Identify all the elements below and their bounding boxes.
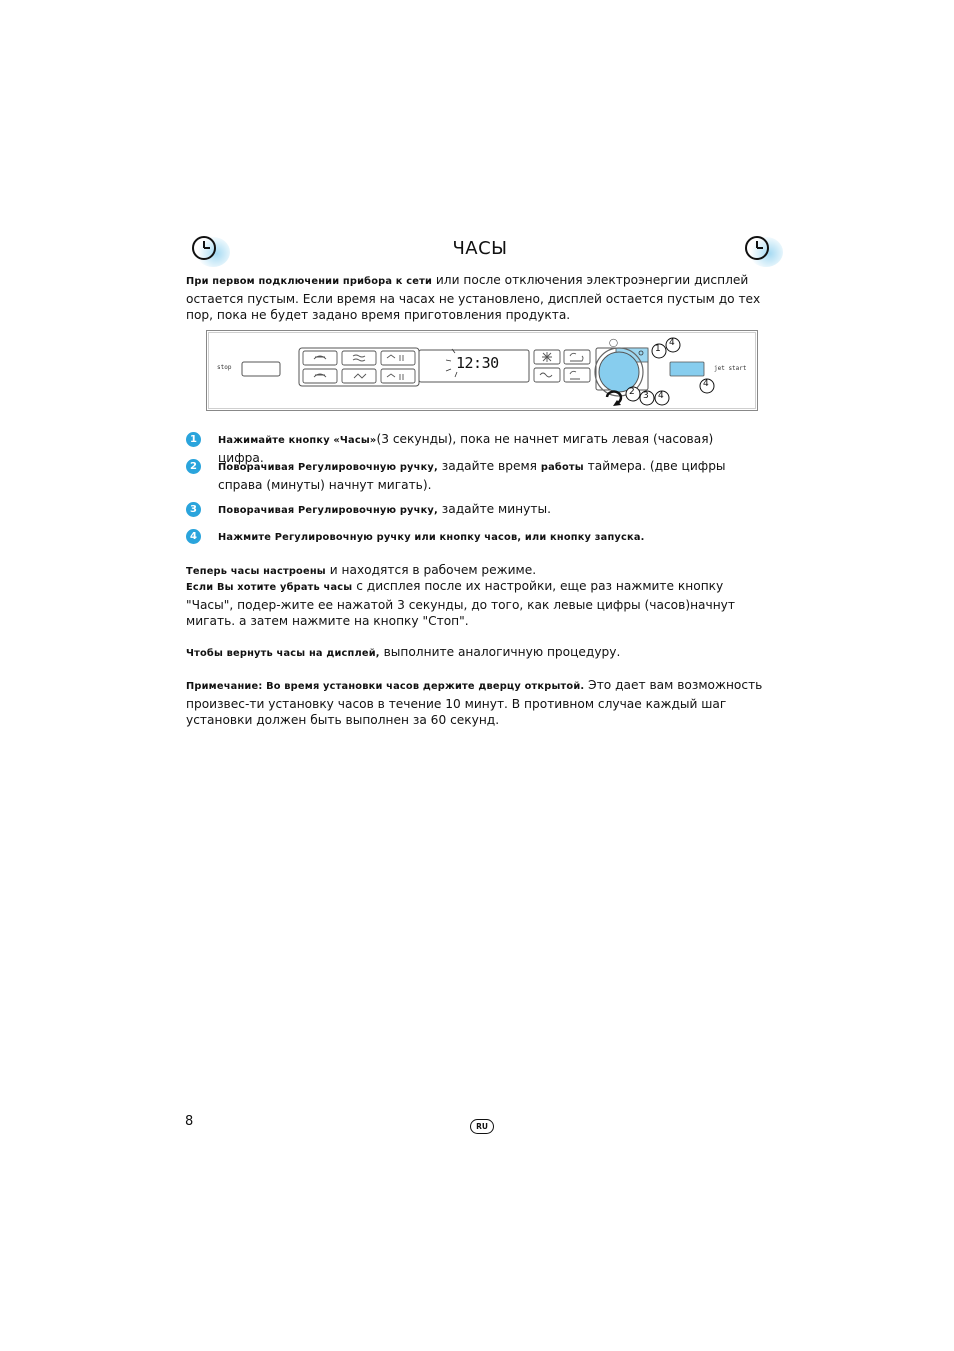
note-door-open xyxy=(186,677,774,729)
note-lead: Чтобы вернуть часы на дисплей, xyxy=(186,648,380,659)
step-text-2: таймера. (две цифры справа (минуты) начнут мигать). xyxy=(218,459,726,492)
step-lead: Нажмите Регулировочную ручку или кнопку часов, или кнопку запуска. xyxy=(218,532,645,543)
grill-button[interactable] xyxy=(303,351,337,365)
defrost-button[interactable] xyxy=(381,351,415,365)
step-text: задайте время xyxy=(437,459,541,473)
note-lead: Если Вы хотите убрать часы xyxy=(186,582,353,593)
callout-1: 1 xyxy=(655,344,661,354)
callout-2: 2 xyxy=(629,387,635,397)
callout-4-top: 4 xyxy=(669,338,675,348)
step-lead: Нажимайте кнопку «Часы» xyxy=(218,435,377,446)
note-restore-clock xyxy=(186,644,774,663)
steam-button[interactable] xyxy=(342,369,376,383)
note-text: Это дает вам возможность произвес-ти установку часов в течение 10 минут. В противном случае каждый шаг установки должен быть выполнен за 60 секунд. xyxy=(186,678,763,727)
step-lead: Поворачивая Регулировочную ручку, xyxy=(218,505,438,516)
sense-button[interactable] xyxy=(534,368,560,382)
step-lead: Поворачивая Регулировочную ручку, xyxy=(218,462,438,473)
note-lead: Примечание: Во время установки часов держите дверцу открытой. xyxy=(186,681,585,692)
clock-icon-right xyxy=(743,233,783,267)
step-text: задайте минуты. xyxy=(437,502,551,516)
step-lead-2: работы xyxy=(540,462,584,473)
note-remove-clock xyxy=(186,578,774,630)
step-text: (3 секунды), пока не начнет мигать левая (часовая) цифра. xyxy=(218,432,714,465)
clock-icon-left xyxy=(190,233,230,267)
step-number: 1 xyxy=(186,432,201,447)
jet-start-button[interactable] xyxy=(670,362,704,376)
step-number: 3 xyxy=(186,502,201,517)
language-badge: RU xyxy=(470,1119,494,1134)
combi-button[interactable] xyxy=(381,369,415,383)
note-text: и находятся в рабочем режиме. xyxy=(325,563,537,577)
note-lead: Теперь часы настроены xyxy=(186,566,326,577)
control-panel-illustration xyxy=(206,330,758,411)
step-number: 2 xyxy=(186,459,201,474)
page-title: ЧАСЫ xyxy=(452,238,508,259)
auto-crisp-button[interactable] xyxy=(564,368,590,382)
display-time: 12:30 xyxy=(456,354,499,372)
intro-lead: При первом подключении прибора к сети xyxy=(186,276,433,287)
intro-text: или после отключения электроэнергии дисплей остается пустым. Если время на часах не установлено, дисплей остается пустым до тех пор, пока не будет задано время приготовления продукта. xyxy=(186,273,761,322)
auto-button[interactable] xyxy=(564,350,590,364)
note-text: с дисплея после их настройки, еще раз нажмите кнопку "Часы", подер-жите ее нажатой 3 секунды, до того, как левые цифры (часов)начнут мигать. а затем нажмите на кнопку "Стоп". xyxy=(186,579,735,628)
note-text: выполните аналогичную процедуру. xyxy=(379,645,621,659)
crisp-button[interactable] xyxy=(303,369,337,383)
step-number: 4 xyxy=(186,529,201,544)
svg-text:◯: ◯ xyxy=(609,338,618,347)
intro-paragraph xyxy=(186,272,774,324)
microwave-button[interactable] xyxy=(342,351,376,365)
callout-4-jet: 4 xyxy=(703,379,709,389)
callout-4-bottom: 4 xyxy=(658,391,664,401)
jet-start-label: jet start xyxy=(714,365,747,372)
adjust-knob[interactable] xyxy=(599,352,639,392)
stop-button[interactable] xyxy=(242,362,280,376)
page-number: 8 xyxy=(185,1114,194,1129)
callout-3: 3 xyxy=(643,391,649,401)
stop-label: stop xyxy=(217,364,232,371)
